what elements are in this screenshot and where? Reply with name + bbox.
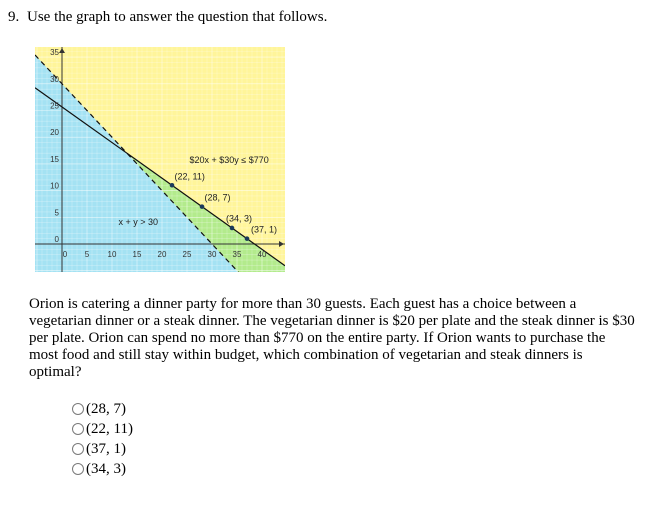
guest-inequality-label: x + y > 30 [118, 216, 159, 227]
y-tick-label: 30 [50, 74, 59, 84]
answer-choice-label: (37, 1) [86, 440, 126, 457]
x-tick-label: 15 [132, 250, 142, 259]
data-point [200, 204, 205, 209]
x-tick-label: 5 [84, 250, 90, 259]
radio-button[interactable] [72, 423, 84, 435]
answer-choice-2[interactable] [72, 419, 133, 439]
question-text: Orion is catering a dinner party for more than 30 guests. Each guest has a choice between a vegetarian dinner or a steak dinner. The vegetarian dinner is $20 per plate and the steak dinner is $30 per plate. Orion can spend no more than $770 on the entire party. If Orion wants to purchase the most food and still stay within budget, which combination of vegetarian and steak dinners is optimal? [29, 296, 635, 380]
answer-choice-1[interactable] [72, 399, 133, 419]
radio-button[interactable] [72, 443, 84, 455]
y-tick-label: 10 [50, 181, 59, 191]
y-tick-label: 0 [54, 235, 59, 244]
y-tick-label: 20 [50, 128, 59, 138]
answer-choice-3[interactable] [72, 439, 133, 459]
answer-choice-label: (28, 7) [86, 400, 126, 417]
y-tick-label: 25 [50, 101, 59, 111]
question-instruction: Use the graph to answer the question that follows. [27, 9, 328, 25]
answer-choice-label: (34, 3) [86, 460, 126, 477]
answer-choice-label: (22, 11) [86, 420, 133, 437]
y-tick-label: 35 [50, 48, 59, 58]
y-tick-label: 15 [50, 154, 59, 164]
x-tick-label: 10 [107, 250, 117, 259]
x-tick-label: 35 [232, 250, 242, 259]
question-number: 9. [8, 9, 20, 25]
data-point-label: (37, 1) [251, 224, 278, 235]
data-point [170, 183, 175, 188]
radio-button[interactable] [72, 463, 84, 475]
x-tick-label: 25 [182, 250, 192, 259]
radio-button[interactable] [72, 403, 84, 415]
y-tick-label: 5 [54, 208, 59, 218]
question-header [8, 9, 327, 26]
x-tick-label: 30 [207, 250, 217, 259]
data-point [230, 226, 235, 231]
data-point-label: (28, 7) [204, 192, 231, 203]
x-tick-label: 40 [257, 250, 267, 259]
inequality-graph [35, 47, 285, 272]
data-point-label: (22, 11) [174, 171, 205, 182]
data-point-label: (34, 3) [226, 213, 253, 224]
budget-inequality-label: $20x + $30y ≤ $770 [189, 154, 269, 165]
x-tick-label: 20 [157, 250, 167, 259]
data-point [245, 236, 250, 241]
answer-choices [72, 399, 133, 479]
graph-svg [35, 47, 285, 272]
answer-choice-4[interactable] [72, 459, 133, 479]
x-tick-label: 0 [62, 250, 68, 259]
